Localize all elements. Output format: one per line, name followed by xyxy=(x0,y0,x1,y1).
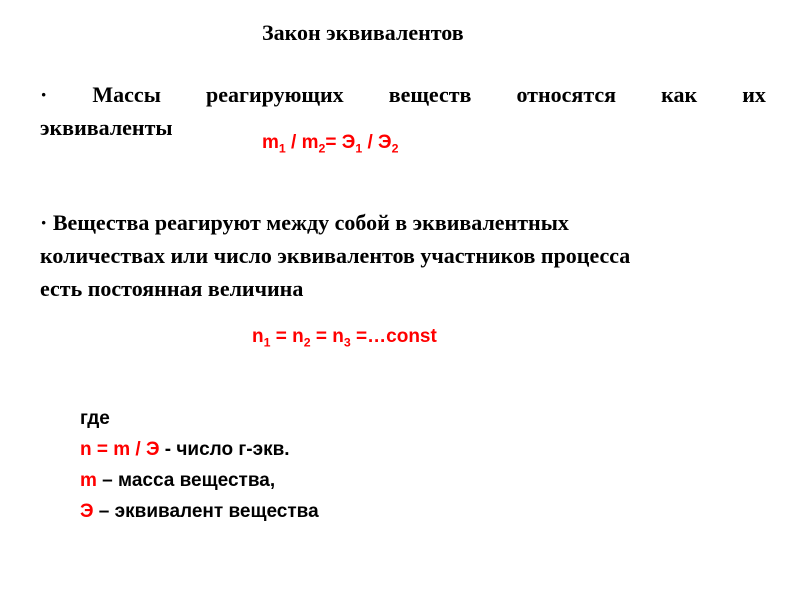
statement-2-line-2: количествах или число эквивалентов участников процесса xyxy=(40,243,631,268)
legend-where: где xyxy=(80,408,110,429)
statement-2-line-3: есть постоянная величина xyxy=(40,276,304,301)
statement-1-line-2: эквиваленты xyxy=(40,115,173,140)
formula-mass-ratio: $m_1 / m_2= Э_1 / Э_2$ xyxy=(262,132,399,156)
statement-1-word: относятся xyxy=(516,82,617,107)
formula-equivalents-constant: $n_1 = n_2 = n_3$ =…const xyxy=(252,326,437,350)
statement-2-line-1: · Вещества реагируют между собой в эквивалентных xyxy=(40,210,569,235)
statement-2 xyxy=(40,206,780,305)
legend-n: n = m / Э - число г-экв. xyxy=(80,439,290,460)
statement-1-bullet: · xyxy=(40,82,48,107)
statement-1-line-1 xyxy=(40,82,766,108)
legend-e: Э – эквивалент вещества xyxy=(80,501,319,522)
slide-title: Закон эквивалентов xyxy=(262,20,464,45)
statement-1-word: их xyxy=(742,82,766,107)
statement-1-word: как xyxy=(661,82,698,107)
legend xyxy=(80,403,319,527)
statement-1-word: веществ xyxy=(388,82,472,107)
legend-m: m – масса вещества, xyxy=(80,470,276,491)
statement-1-word: Массы xyxy=(92,82,161,107)
statement-1-word: реагирующих xyxy=(205,82,344,107)
